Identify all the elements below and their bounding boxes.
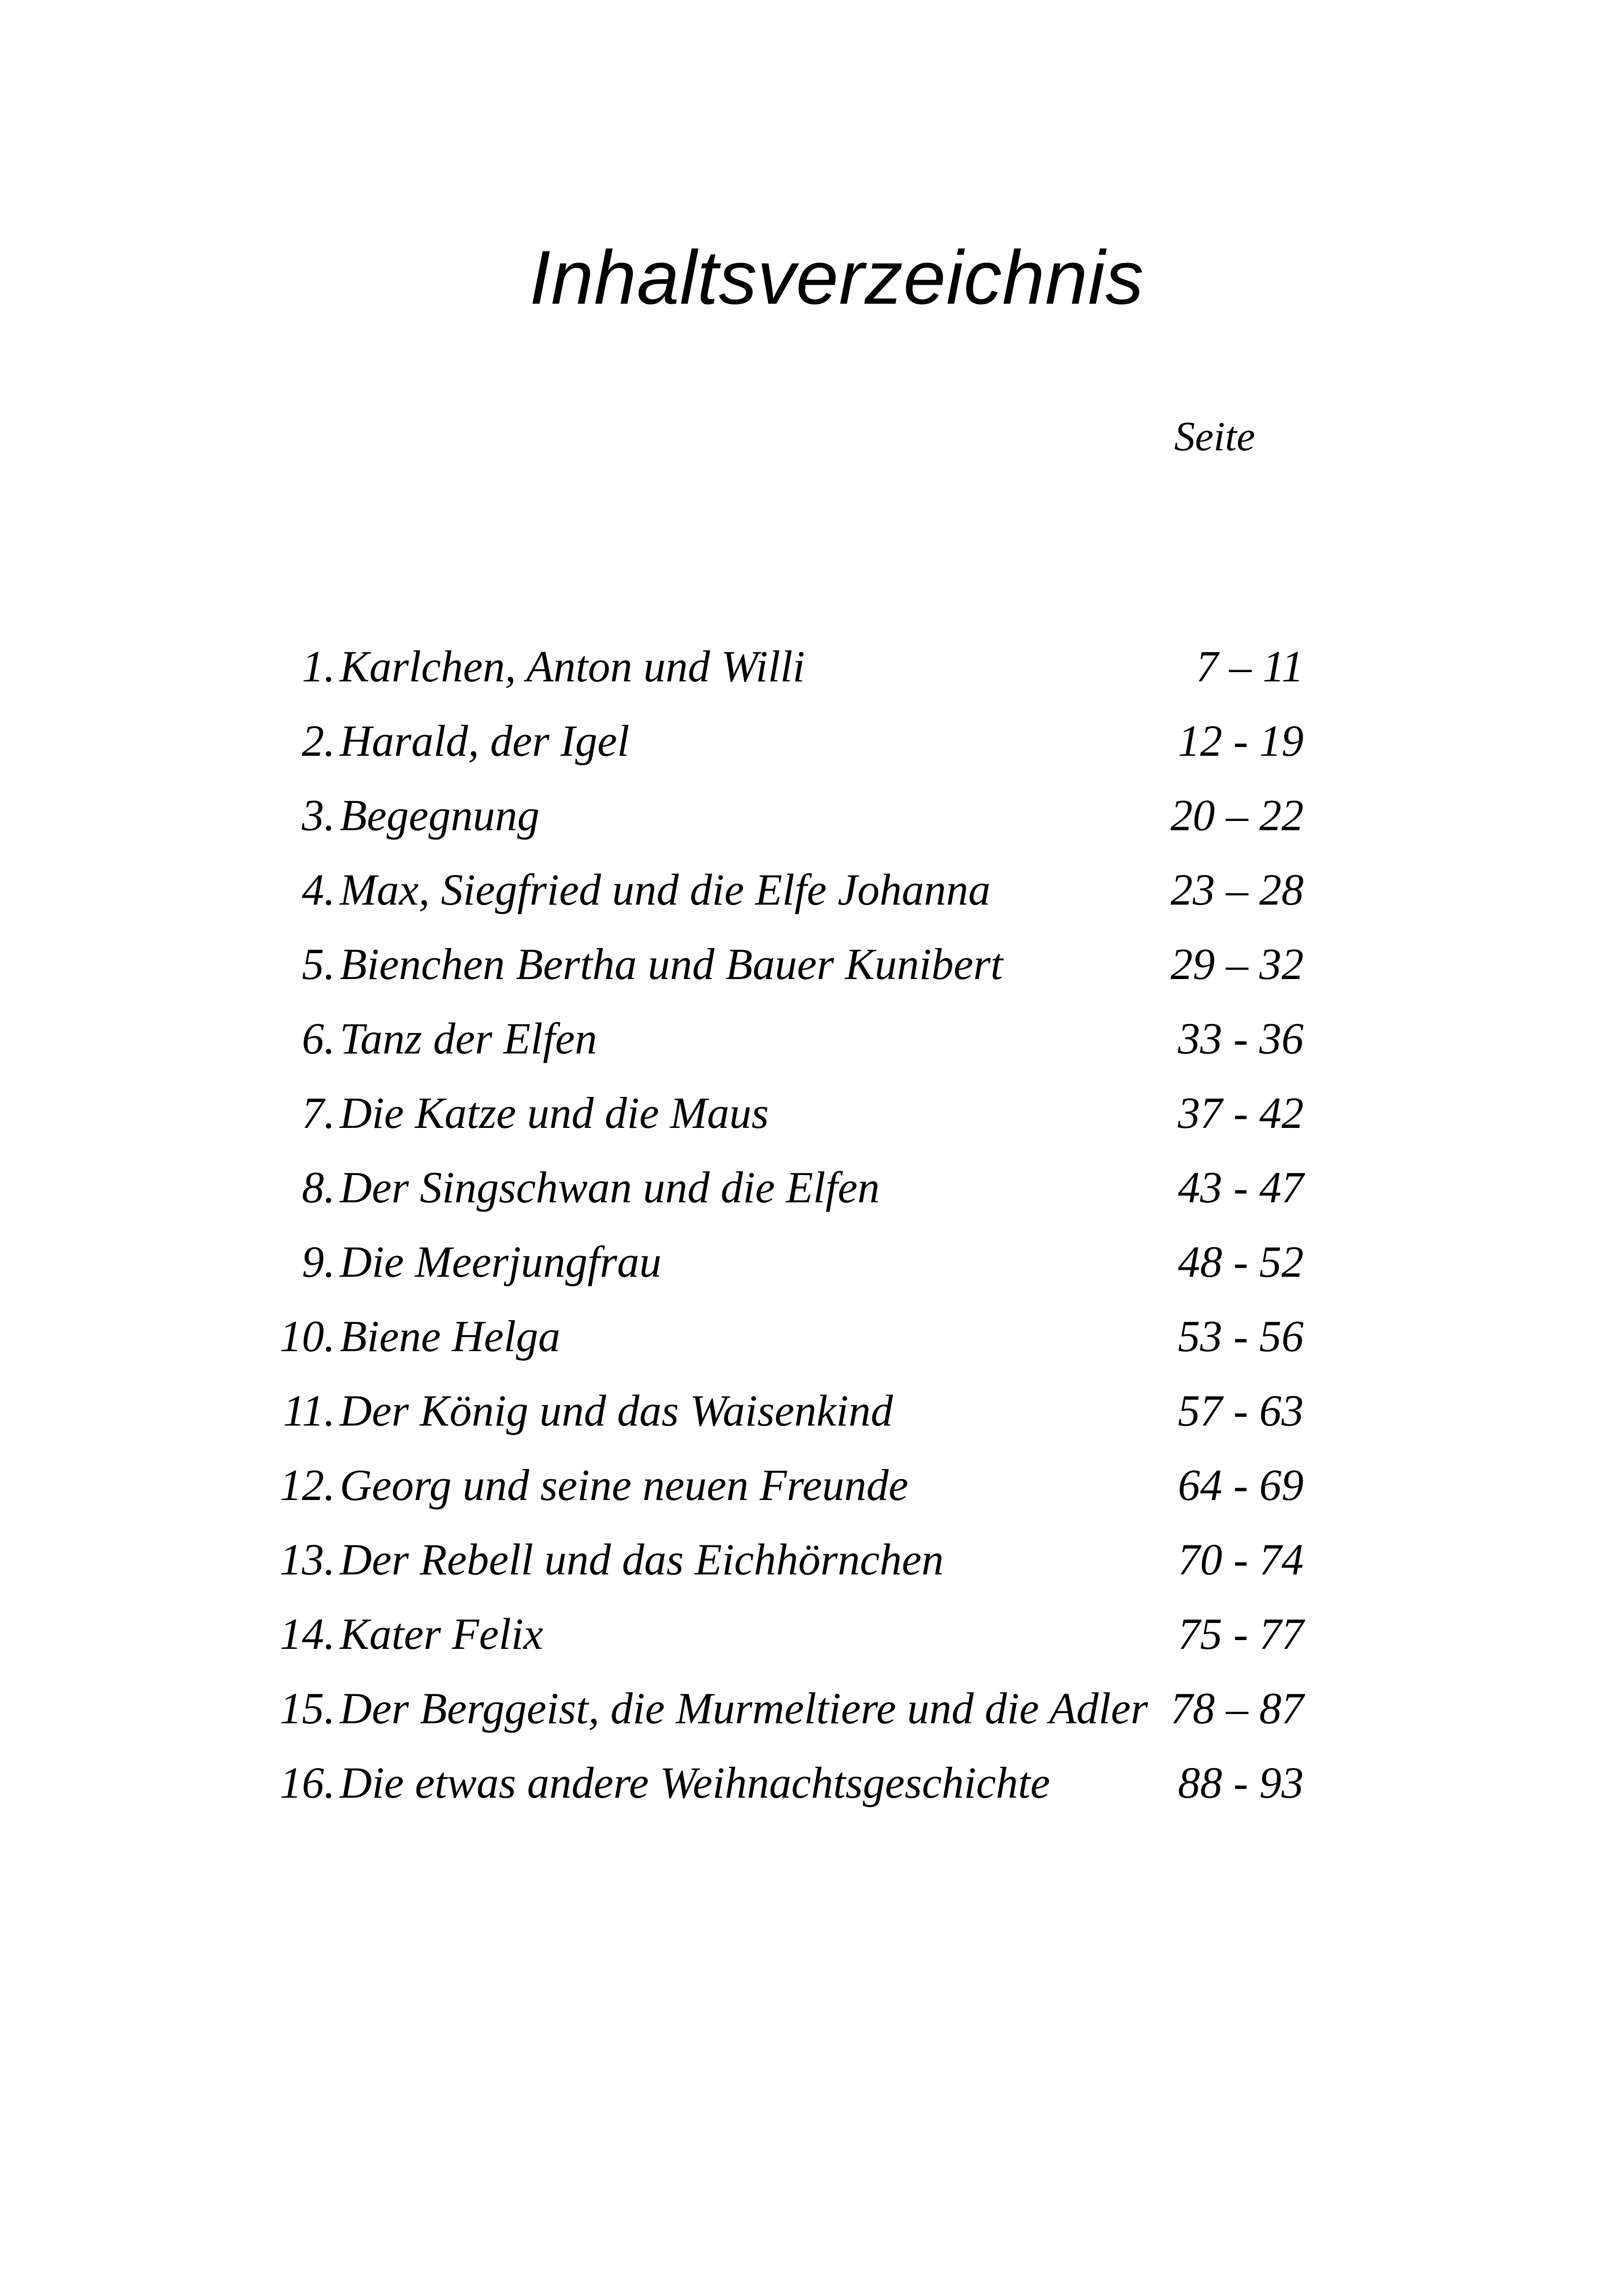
toc-entry-title: Georg und seine neuen Freunde [340,1460,908,1510]
toc-entry [0,1448,1618,1523]
toc-entry [0,704,1618,778]
toc-entry-number: 10. [280,1311,335,1361]
toc-entry [0,1746,1618,1820]
toc-entry-pages: 37 - 42 [1178,1088,1304,1138]
toc-entry-title: Tanz der Elfen [340,1014,597,1063]
toc-entry-title: Biene Helga [340,1311,561,1361]
toc-entry [0,1076,1618,1151]
toc-entry-number: 11. [283,1386,335,1435]
toc-entry-title: Bienchen Bertha und Bauer Kunibert [340,939,1003,989]
toc-entry-title: Die etwas andere Weihnachtsgeschichte [340,1758,1050,1807]
toc-entry-pages: 75 - 77 [1178,1609,1304,1659]
toc-entry [0,1002,1618,1076]
toc-entry [0,853,1618,927]
toc-entry [0,1299,1618,1374]
page-column-label: Seite [1174,414,1255,459]
toc-entry-title: Der Berggeist, die Murmeltiere und die Adler [340,1684,1148,1733]
toc-entry [0,1151,1618,1225]
toc-entry-pages: 33 - 36 [1178,1014,1304,1063]
toc-entry-pages: 20 – 22 [1171,790,1304,840]
toc-entry-title: Kater Felix [340,1609,543,1659]
toc-entry-pages: 78 – 87 [1171,1684,1304,1733]
toc-entry-pages: 57 - 63 [1178,1386,1304,1435]
toc-entry-title: Karlchen, Anton und Willi [340,642,805,691]
toc-entry [0,778,1618,853]
toc-entry-number: 9. [302,1237,335,1286]
toc-entry-number: 15. [280,1684,335,1733]
toc-entry [0,630,1618,704]
toc-entry-number: 3. [302,790,335,840]
toc-entry-pages: 53 - 56 [1178,1311,1304,1361]
toc-entry [0,1374,1618,1448]
toc-entry-title: Max, Siegfried und die Elfe Johanna [340,865,991,914]
toc-entry [0,1597,1618,1671]
toc-entry-number: 14. [280,1609,335,1659]
toc-entry-pages: 23 – 28 [1171,865,1304,914]
toc-entry-number: 2. [302,716,335,765]
toc-entry-number: 1. [302,642,335,691]
toc-entry-pages: 70 - 74 [1178,1535,1304,1584]
toc-entry-number: 4. [302,865,335,914]
toc-entry-number: 12. [280,1460,335,1510]
toc-entry-title: Harald, der Igel [340,716,630,765]
toc-entry-pages: 12 - 19 [1178,716,1304,765]
toc-entry-title: Der Rebell und das Eichhörnchen [340,1535,944,1584]
page-title: Inhaltsverzeichnis [529,235,1144,320]
toc-entry-number: 13. [280,1535,335,1584]
table-of-contents [0,630,1618,1820]
toc-entry-title: Die Katze und die Maus [340,1088,769,1138]
toc-entry-number: 6. [302,1014,335,1063]
toc-entry [0,1523,1618,1597]
toc-entry-pages: 43 - 47 [1178,1163,1304,1212]
toc-entry-pages: 48 - 52 [1178,1237,1304,1286]
toc-entry [0,1671,1618,1746]
toc-entry-title: Begegnung [340,790,539,840]
toc-entry-pages: 64 - 69 [1178,1460,1304,1510]
toc-entry-number: 7. [302,1088,335,1138]
toc-entry-pages: 7 – 11 [1196,642,1304,691]
toc-entry-number: 16. [280,1758,335,1807]
toc-entry-title: Der Singschwan und die Elfen [340,1163,880,1212]
toc-entry-pages: 88 - 93 [1178,1758,1304,1807]
toc-entry-title: Der König und das Waisenkind [340,1386,893,1435]
toc-entry-pages: 29 – 32 [1171,939,1304,989]
toc-entry-title: Die Meerjungfrau [340,1237,662,1286]
toc-entry [0,1225,1618,1299]
toc-entry-number: 8. [302,1163,335,1212]
toc-entry-number: 5. [302,939,335,989]
toc-entry [0,927,1618,1002]
